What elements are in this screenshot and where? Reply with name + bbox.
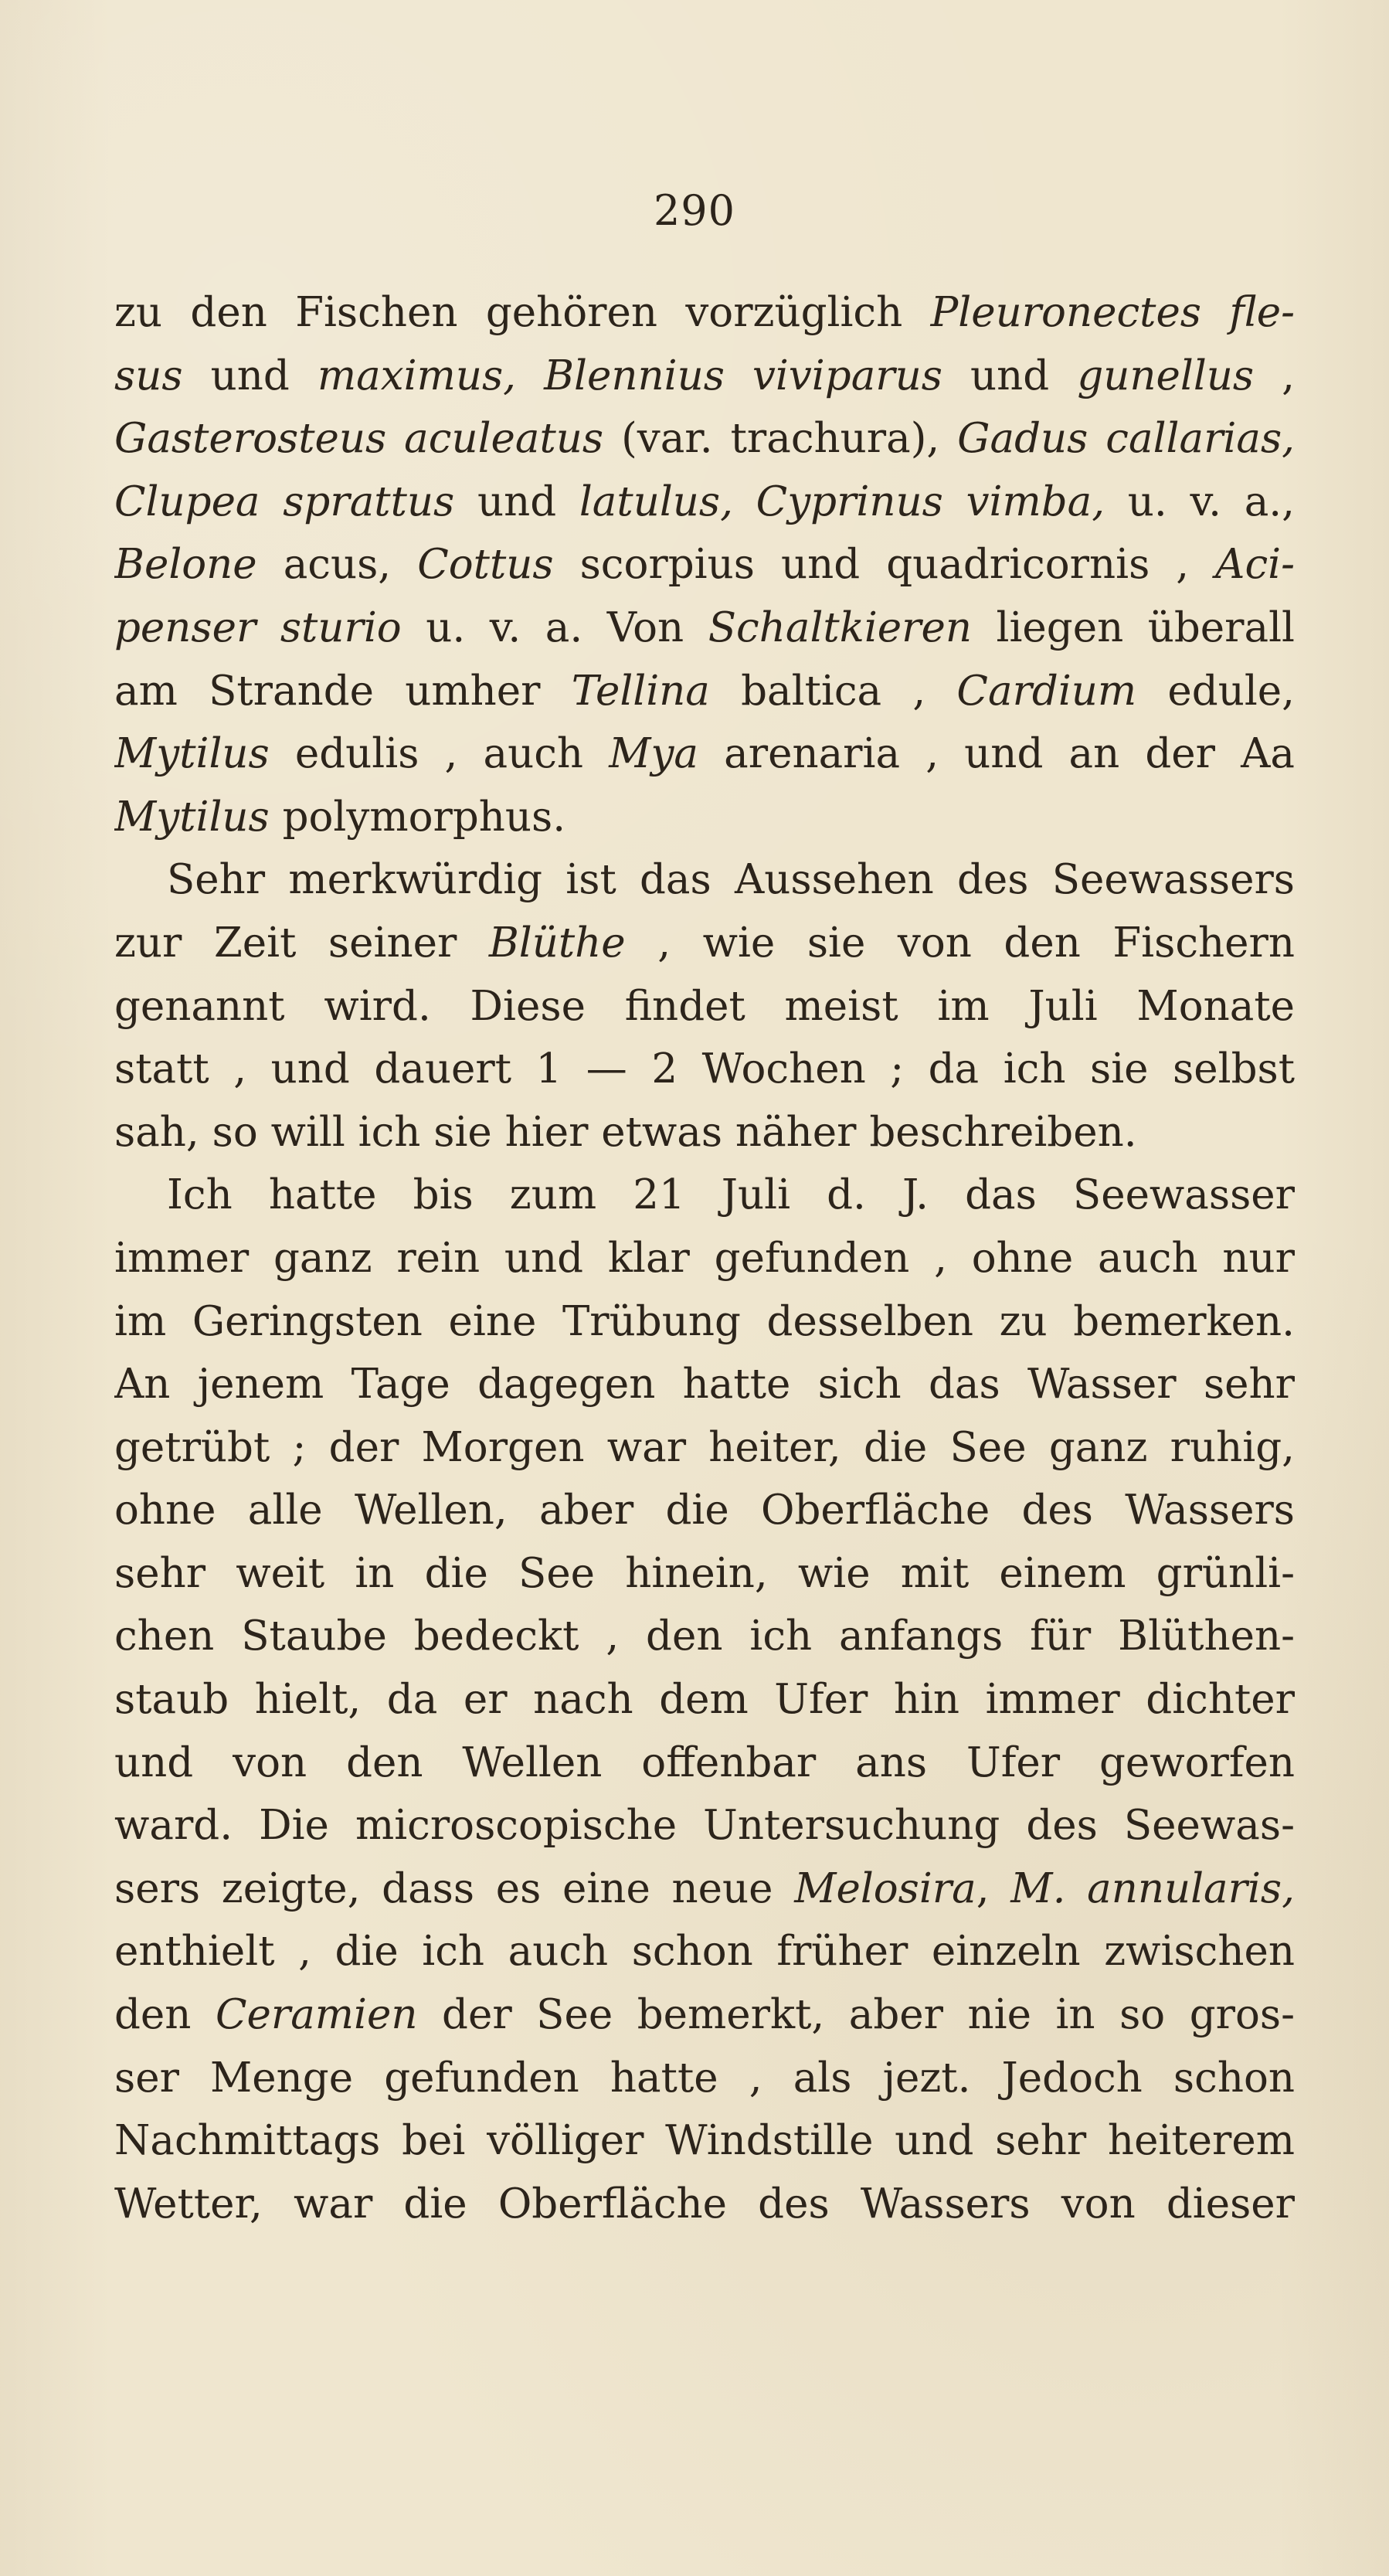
text-line-18	[114, 1353, 1295, 1416]
line-28-text-1: den	[114, 1991, 216, 2039]
line-13-text-1: statt , und dauert 1 — 2 Wochen ; da ich sie selbst	[114, 1045, 1295, 1093]
text-line-13	[114, 1038, 1295, 1101]
text-line-06	[114, 596, 1295, 660]
page-number: 290	[653, 186, 736, 235]
line-08-text-1: edulis , auch	[269, 730, 610, 778]
line-23-text-1: staub hielt, da er nach dem Ufer hin immer dichter	[114, 1676, 1295, 1724]
text-line-04	[114, 471, 1295, 534]
line-26-text-2: ,	[976, 1864, 1011, 1912]
line-04-italic-2: latulus, Cyprinus vimba,	[579, 477, 1105, 525]
text-line-21	[114, 1542, 1295, 1606]
line-02-italic-2: maximus, Blennius viviparus	[317, 352, 942, 399]
line-08-italic-2: Mya	[609, 730, 699, 778]
text-line-31	[114, 2173, 1295, 2236]
line-05-text-1: acus,	[256, 541, 418, 589]
line-28-italic-1: Ceramien	[215, 1991, 418, 2039]
line-08-text-2: arenaria , und an der Aa	[698, 730, 1295, 778]
line-06-text-2: liegen überall	[971, 603, 1295, 651]
line-02-text-3: ,	[1254, 352, 1295, 399]
text-line-20	[114, 1479, 1295, 1542]
line-02-text-1: und	[182, 352, 318, 399]
line-03-italic-1: Gasterosteus aculeatus	[114, 415, 604, 463]
text-line-25	[114, 1794, 1295, 1857]
line-28-text-2: der See bemerkt, aber nie in so gros-	[417, 1991, 1295, 2039]
line-06-italic-1: penser sturio	[114, 603, 402, 651]
line-24-text-1: und von den Wellen offenbar ans Ufer geworfen	[114, 1738, 1295, 1786]
text-line-09	[114, 786, 1295, 849]
line-11-text-2: , wie sie von den Fischern	[625, 919, 1295, 967]
line-04-text-2: u. v. a.,	[1105, 477, 1295, 525]
text-line-23	[114, 1668, 1295, 1731]
line-07-italic-2: Cardium	[956, 667, 1137, 715]
line-02-italic-1: sus	[114, 352, 183, 399]
line-03-text-1: (var. trachura),	[603, 415, 958, 463]
line-08-italic-1: Mytilus	[114, 730, 270, 778]
line-05-italic-3: Aci-	[1215, 541, 1295, 589]
line-04-italic-1: Clupea sprattus	[114, 477, 455, 525]
text-line-19	[114, 1416, 1295, 1480]
line-30-text-1: Nachmittags bei völliger Windstille und sehr heiterem	[114, 2117, 1295, 2165]
line-27-text-1: enthielt , die ich auch schon früher einzeln zwischen	[114, 1928, 1295, 1976]
line-26-italic-2: M. annularis,	[1010, 1864, 1295, 1912]
line-01-text-1: zu den Fischen gehören vorzüglich	[114, 289, 931, 336]
line-14-text-1: sah, so will ich sie hier etwas näher beschreiben.	[114, 1108, 1137, 1156]
line-01-italic-1: Pleuronectes fle-	[930, 289, 1295, 336]
line-06-text-1: u. v. a. Von	[401, 603, 708, 651]
line-21-text-1: sehr weit in die See hinein, wie mit einem grünli-	[114, 1549, 1295, 1597]
line-22-text-1: chen Staube bedeckt , den ich anfangs für Blüthen-	[114, 1613, 1295, 1660]
line-06-italic-2: Schaltkieren	[708, 603, 972, 651]
text-line-02	[114, 345, 1295, 408]
text-line-12	[114, 975, 1295, 1038]
line-29-text-1: ser Menge gefunden hatte , als jezt. Jedoch schon	[114, 2054, 1295, 2102]
text-line-30	[114, 2109, 1295, 2173]
line-03-italic-2: Gadus callarias,	[957, 415, 1295, 463]
line-07-text-3: edule,	[1136, 667, 1295, 715]
line-07-text-1: am Strande umher	[114, 667, 572, 715]
line-17-text-1: im Geringsten eine Trübung desselben zu bemerken.	[114, 1297, 1295, 1345]
text-line-03	[114, 407, 1295, 471]
line-26-text-1: sers zeigte, dass es eine neue	[114, 1864, 795, 1912]
line-02-text-2: und	[942, 352, 1078, 399]
line-25-text-1: ward. Die microscopische Untersuchung des Seewas-	[114, 1802, 1295, 1850]
line-20-text-1: ohne alle Wellen, aber die Oberfläche des Wassers	[114, 1487, 1295, 1534]
line-02-italic-3: gunellus	[1077, 352, 1255, 399]
line-19-text-1: getrübt ; der Morgen war heiter, die See ganz ruhig,	[114, 1423, 1295, 1471]
text-line-10	[114, 848, 1295, 912]
line-31-text-1: Wetter, war die Oberfläche des Wassers von dieser	[114, 2180, 1295, 2228]
text-line-07	[114, 660, 1295, 723]
line-09-italic-1: Mytilus	[114, 793, 270, 841]
text-line-17	[114, 1290, 1295, 1354]
text-line-26	[114, 1857, 1295, 1921]
line-26-italic-1: Melosira	[794, 1864, 976, 1912]
line-05-text-2: scorpius und quadricornis ,	[553, 541, 1216, 589]
line-10-text-1: Sehr merkwürdig ist das Aussehen des Seewassers	[167, 856, 1295, 904]
line-04-text-1: und	[454, 477, 579, 525]
line-09-text-1: polymorphus.	[269, 793, 566, 841]
text-line-14	[114, 1101, 1295, 1164]
text-line-16	[114, 1227, 1295, 1290]
line-15-text-1: Ich hatte bis zum 21 Juli d. J. das Seewasser	[167, 1171, 1295, 1219]
text-line-11	[114, 912, 1295, 975]
line-12-text-1: genannt wird. Diese findet meist im Juli Monate	[114, 982, 1295, 1030]
line-07-italic-1: Tellina	[571, 667, 710, 715]
line-18-text-1: An jenem Tage dagegen hatte sich das Wasser sehr	[114, 1361, 1295, 1409]
text-line-01	[114, 281, 1295, 345]
line-07-text-2: baltica ,	[709, 667, 957, 715]
line-16-text-1: immer ganz rein und klar gefunden , ohne auch nur	[114, 1234, 1295, 1282]
text-line-08	[114, 722, 1295, 786]
line-05-italic-2: Cottus	[417, 541, 554, 589]
text-line-28	[114, 1983, 1295, 2047]
text-line-05	[114, 533, 1295, 596]
line-11-italic-1: Blüthe	[488, 919, 626, 967]
body-text	[114, 281, 1295, 2235]
text-line-29	[114, 2047, 1295, 2110]
text-line-24	[114, 1731, 1295, 1795]
line-05-italic-1: Belone	[114, 541, 257, 589]
line-11-text-1: zur Zeit seiner	[114, 919, 489, 967]
text-line-27	[114, 1920, 1295, 1983]
text-line-22	[114, 1605, 1295, 1668]
text-line-15	[114, 1164, 1295, 1227]
